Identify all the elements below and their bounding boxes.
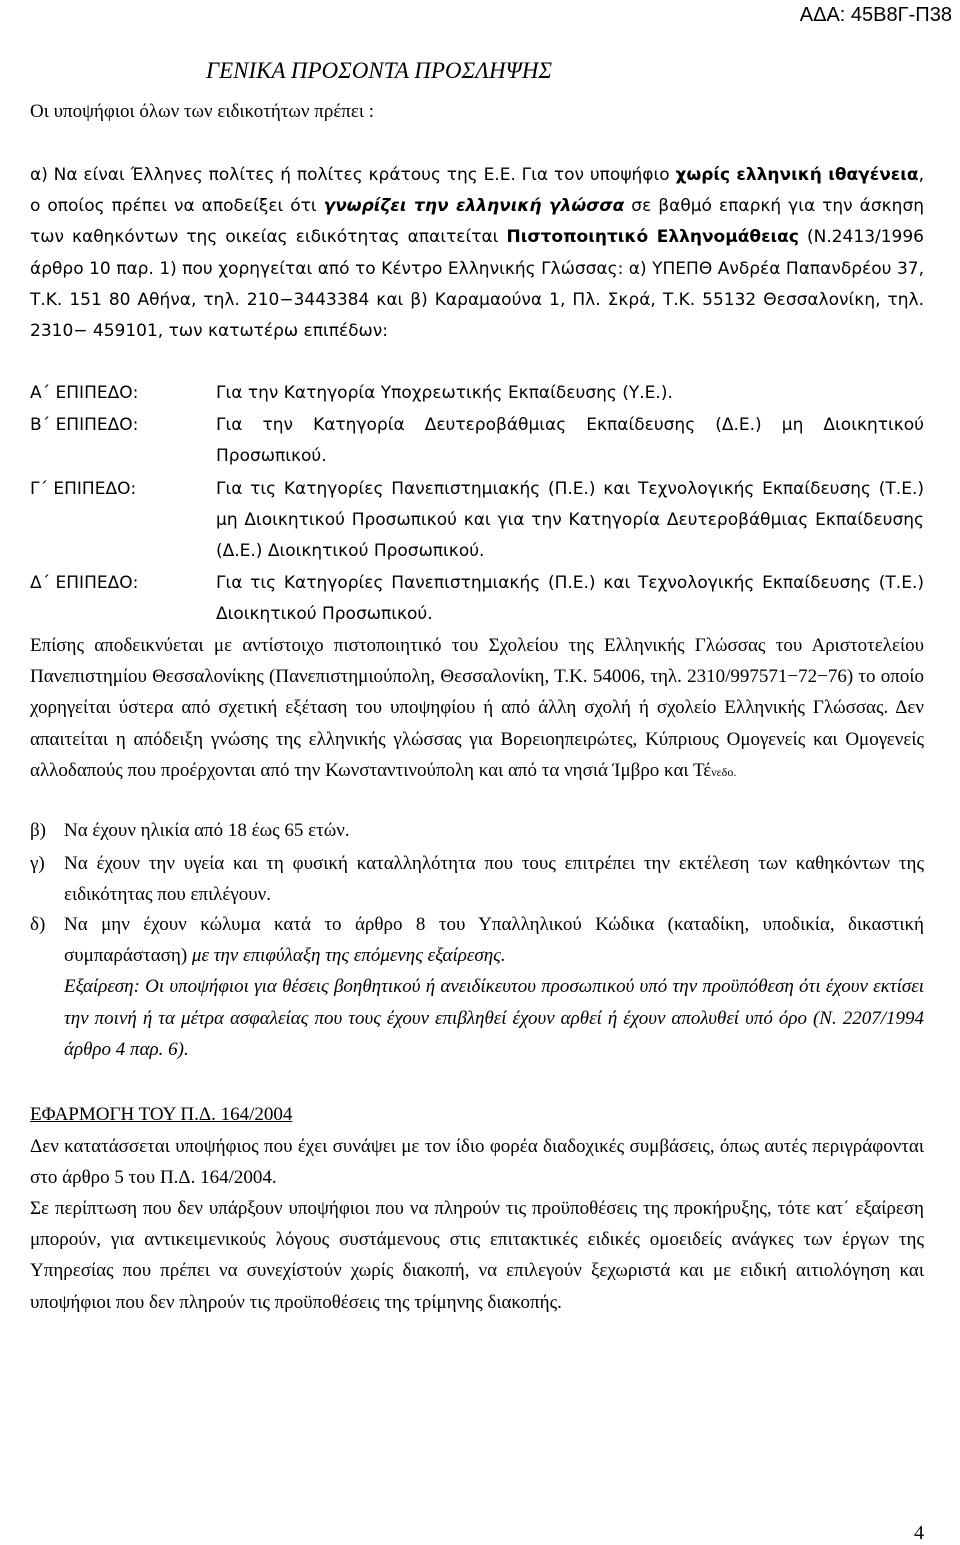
alpha-text-3: σε βαθμό επαρκή για την άσκηση των καθηκόντων της οικείας ειδικότητας απαιτείται [30, 196, 924, 248]
level-b [30, 410, 924, 472]
level-d-label: Δ΄ ΕΠΙΠΕΔΟ: [30, 573, 139, 593]
item-d-body [64, 909, 924, 1065]
level-c-label: Γ΄ ΕΠΙΠΕΔΟ: [30, 479, 137, 499]
intro-text: Οι υποψήφιοι όλων των ειδικοτήτων πρέπει : [30, 101, 375, 122]
item-d [30, 909, 924, 1065]
alpha-text-2: , ο οποίος πρέπει να αποδείξει ότι [30, 165, 924, 217]
also-tail: νεδο. [711, 764, 737, 779]
level-c-desc: Για τις Κατηγορίες Πανεπιστημιακής (Π.Ε.) και Τεχνολογικής Εκπαίδευσης (Τ.Ε.) μη Διοικητικού Προσωπικού και για την Κατηγορία Δευτεροβάθμιας Εκπαίδευσης (Δ.Ε.) Διοικητικού Προσωπικού. [216, 479, 924, 562]
level-a-desc: Για την Κατηγορία Υποχρεωτικής Εκπαίδευσης (Υ.Ε.). [216, 383, 673, 403]
pd-heading [30, 1099, 924, 1130]
item-b-marker: β) [30, 820, 46, 841]
level-c [30, 474, 924, 568]
also-text: Επίσης αποδεικνύεται με αντίστοιχο πιστοποιητικό του Σχολείου της Ελληνικής Γλώσσας του Αριστοτελείου Πανεπιστημίου Θεσσαλονίκης (Πανεπιστημιούπολη, Θεσσαλονίκη, Τ.Κ. 54006, τηλ. 2310/997571−72−76) το οποίο χορηγείται ύστερα από σχετική εξέταση του υποψηφίου ή από άλλη σχολή ή σχολείο Ελληνικής Γλώσσας. Δεν απαιτείται η απόδειξη γνώσης της ελληνικής γλώσσας για Βορειοηπειρώτες, Κύπριους Ομογενείς και Ομογενείς αλλοδαπούς που προέρχονται από την Κωνσταντινούπολη και από τα νησιά Ίμβρο και Τέ [30, 635, 924, 781]
pd-paragraph-2: Σε περίπτωση που δεν υπάρξουν υποψήφιοι που να πληρούν τις προϋποθέσεις της προκήρυξης, τότε κατ΄ εξαίρεση μπορούν, για αντικειμενικούς λόγους συστάμενους στις επιτακτικές ειδικές ομοειδείς ανάγκες των έργων της Υπηρεσίας που πρέπει να συνεχίστούν χωρίς διακοπή, να επιλεγούν ξεχωριστά και με ειδική αιτιολόγηση και υποψήφιοι που δεν πληρούν τις προϋποθέσεις της τρίμηνης διακοπής. [30, 1198, 924, 1313]
item-d-text: Να μην έχουν κώλυμα κατά το άρθρο 8 του Υπαλληλικού Κώδικα (καταδίκη, υποδικία, δικαστική συμπαράσταση) [64, 914, 924, 967]
section-title: ΓΕΝΙΚΑ ΠΡΟΣΟΝΤΑ ΠΡΟΣΛΗΨΗΣ [206, 58, 553, 83]
item-d-italic: με την επιφύλαξη της επόμενης εξαίρεσης. [191, 945, 506, 967]
item-d-marker: δ) [30, 914, 46, 935]
alpha-text-4: (Ν.2413/1996 άρθρο 10 παρ. 1) που χορηγείται από το Κέντρο Ελληνικής Γλώσσας: α) ΥΠΕΠΘ Ανδρέα Παπανδρέου 37, Τ.Κ. 151 80 Αθήνα, τηλ. 210−3443384 και β) Καραμαούνα 1, Πλ. Σκρά, Τ.Κ. 55132 Θεσσαλονίκη, τηλ. 2310− 459101, των κατωτέρω επιπέδων: [30, 227, 924, 342]
exception-text: Εξαίρεση: Οι υποψήφιοι για θέσεις βοηθητικού ή ανειδίκευτου προσωπικού υπό την προϋπόθεση ότι έχουν εκτίσει την ποινή ή τα μέτρα ασφαλείας που τους έχουν επιβληθεί έχουν αρθεί ή έχουν απολυθεί υπό όρο (Ν. 2207/1994 άρθρο 4 παρ. 6). [64, 976, 924, 1060]
item-b [30, 815, 924, 846]
level-b-desc: Για την Κατηγορία Δευτεροβάθμιας Εκπαίδευσης (Δ.Ε.) μη Διοικητικού Προσωπικού. [216, 415, 924, 467]
alpha-bold-1: χωρίς ελληνική ιθαγένεια [675, 165, 919, 185]
alpha-bold-3: Πιστοποιητικό Ελληνομάθειας [506, 227, 799, 248]
level-a [30, 378, 924, 409]
level-b-label: Β΄ ΕΠΙΠΕΔΟ: [30, 415, 139, 435]
item-c-text: Να έχουν την υγεία και τη φυσική καταλληλότητα που τους επιτρέπει την εκτέλεση των καθηκόντων της ειδικότητας που επιλέγουν. [64, 853, 924, 906]
paragraph-also [30, 630, 924, 788]
item-c-marker: γ) [30, 853, 45, 874]
alpha-text-1: α) Να είναι Έλληνες πολίτες ή πολίτες κράτους της Ε.Ε. Για τον υποψήφιο [30, 165, 676, 185]
level-a-label: Α΄ ΕΠΙΠΕΔΟ: [30, 383, 139, 403]
level-d-desc: Για τις Κατηγορίες Πανεπιστημιακής (Π.Ε.) και Τεχνολογικής Εκπαίδευσης (Τ.Ε.) Διοικητικού Προσωπικού. [216, 573, 924, 625]
level-d [30, 568, 924, 630]
ada-code: ΑΔΑ: 45Β8Γ-Π38 [799, 4, 952, 26]
item-c [30, 848, 924, 910]
alpha-bold-2: γνωρίζει την ελληνική γλώσσα [323, 196, 625, 217]
pd-paragraph-1: Δεν κατατάσσεται υποψήφιος που έχει συνάψει με τον ίδιο φορέα διαδοχικές συμβάσεις, όπως αυτές περιγράφονται στο άρθρο 5 του Π.Δ. 164/2004. [30, 1136, 924, 1189]
paragraph-alpha [30, 160, 924, 347]
page-number: 4 [914, 1522, 924, 1544]
pd-heading-text: ΕΦΑΡΜΟΓΗ ΤΟΥ Π.Δ. 164/2004 [30, 1104, 293, 1125]
item-b-text: Να έχουν ηλικία από 18 έως 65 ετών. [64, 820, 350, 841]
